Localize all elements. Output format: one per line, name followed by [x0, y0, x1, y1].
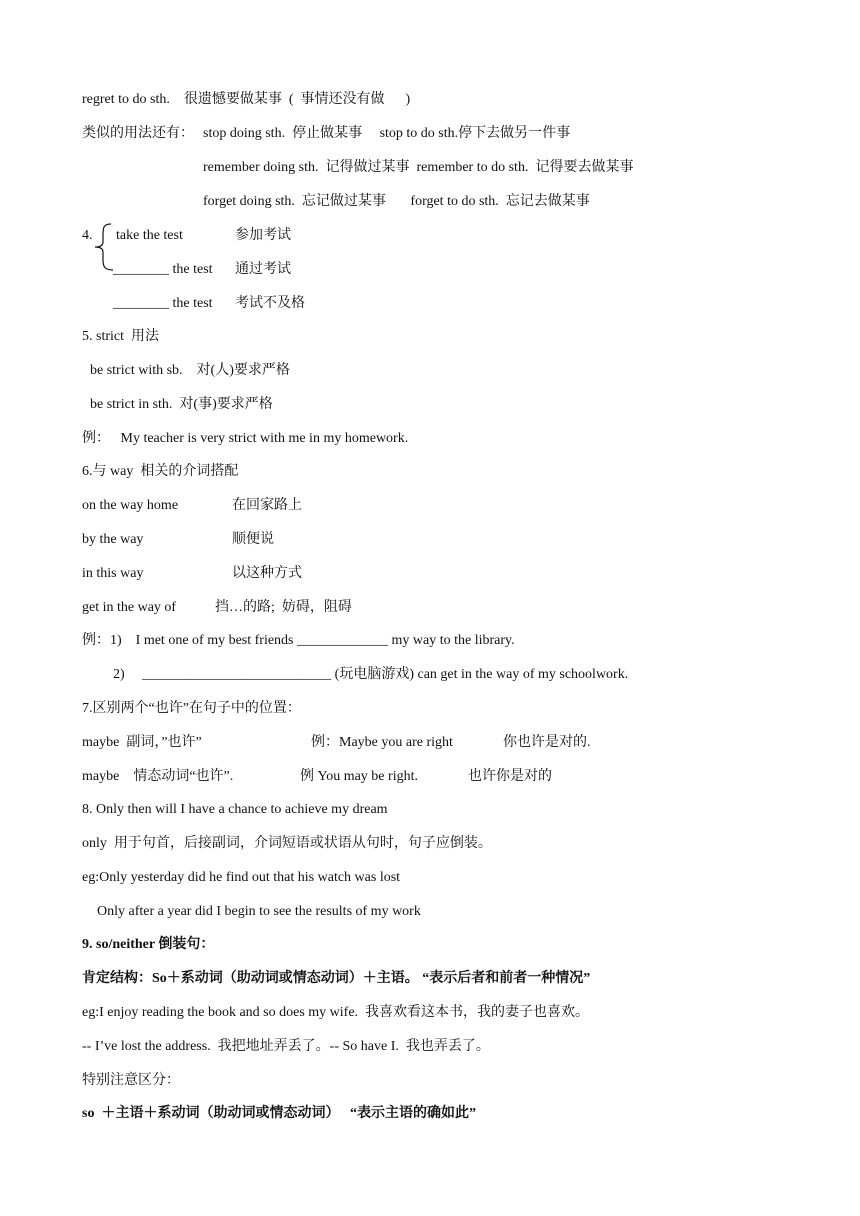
maybe-heading: 7.区别两个“也许”在句子中的位置：	[82, 701, 301, 716]
way-example-2: 2) ___________________________ (玩电脑游戏) can get in the way of my schoolwork.	[113, 667, 629, 682]
pass-test-blank: ________ the test	[113, 262, 213, 277]
way-meaning-4: 挡…的路; 妨碍，阻碍	[215, 600, 352, 615]
so-example-2: -- I’ve lost the address. 我把地址弄丢了。-- So have I. 我也弄丢了。	[82, 1039, 490, 1054]
item-4-number: 4.	[82, 228, 93, 243]
line-stop: stop doing sth. 停止做某事 stop to do sth.停下去做另一件事	[203, 126, 571, 141]
way-heading: 6.与 way 相关的介词搭配	[82, 464, 239, 479]
line-remember: remember doing sth. 记得做过某事 remember to do sth. 记得要去做某事	[203, 160, 634, 175]
maybe-adverb-example: 例：Maybe you are right	[311, 735, 453, 750]
so-subject-structure: so ＋主语＋系动词（助动词或情态动词） “表示主语的确如此”	[82, 1106, 476, 1121]
so-neither-heading: 9. so/neither 倒装句：	[82, 937, 215, 952]
fail-test-cn: 考试不及格	[235, 296, 305, 311]
strict-heading: 5. strict 用法	[82, 329, 159, 344]
brace-icon	[93, 222, 115, 272]
take-test-text: take the test	[116, 228, 183, 243]
take-test-cn: 参加考试	[235, 228, 291, 243]
line-forget: forget doing sth. 忘记做过某事 forget to do sth. 忘记去做某事	[203, 194, 590, 209]
maybe-adverb: maybe 副词，”也许”	[82, 735, 202, 750]
note-distinguish: 特别注意区分：	[82, 1073, 180, 1088]
pass-test-cn: 通过考试	[235, 262, 291, 277]
may-modal-cn: 也许你是对的	[468, 769, 552, 784]
way-example-1: 例：1) I met one of my best friends _____________ my way to the library.	[82, 633, 515, 648]
may-modal-example: 例 You may be right.	[300, 769, 418, 784]
strict-with: be strict with sb. 对(人)要求严格	[90, 363, 290, 378]
way-meaning-2: 顺便说	[232, 532, 274, 547]
way-phrase-3: in this way	[82, 566, 144, 581]
fail-test-blank: ________ the test	[113, 296, 213, 311]
way-meaning-1: 在回家路上	[232, 498, 302, 513]
strict-example: 例： My teacher is very strict with me in my homework.	[82, 431, 409, 446]
so-example-1: eg:I enjoy reading the book and so does my wife. 我喜欢看这本书，我的妻子也喜欢。	[82, 1005, 590, 1020]
line-similar-label: 类似的用法还有：	[82, 126, 194, 141]
way-meaning-3: 以这种方式	[232, 566, 302, 581]
way-phrase-1: on the way home	[82, 498, 179, 513]
may-modal: maybe 情态动词“也许”.	[82, 769, 234, 784]
strict-in: be strict in sth. 对(事)要求严格	[90, 397, 273, 412]
maybe-adverb-cn: 你也许是对的.	[503, 735, 591, 750]
only-example-1: eg:Only yesterday did he find out that his watch was lost	[82, 870, 401, 885]
only-rule: only 用于句首，后接副词，介词短语或状语从句时，句子应倒装。	[82, 836, 492, 851]
affirmative-structure: 肯定结构：So＋系动词（助动词或情态动词）＋主语。 “表示后者和前者一种情况”	[82, 971, 591, 986]
only-heading: 8. Only then will I have a chance to achieve my dream	[82, 802, 388, 817]
line-regret: regret to do sth. 很遗憾要做某事 ( 事情还没有做 )	[82, 92, 411, 107]
only-example-2: Only after a year did I begin to see the results of my work	[97, 904, 421, 919]
way-phrase-2: by the way	[82, 532, 144, 547]
way-phrase-4: get in the way of	[82, 600, 177, 615]
